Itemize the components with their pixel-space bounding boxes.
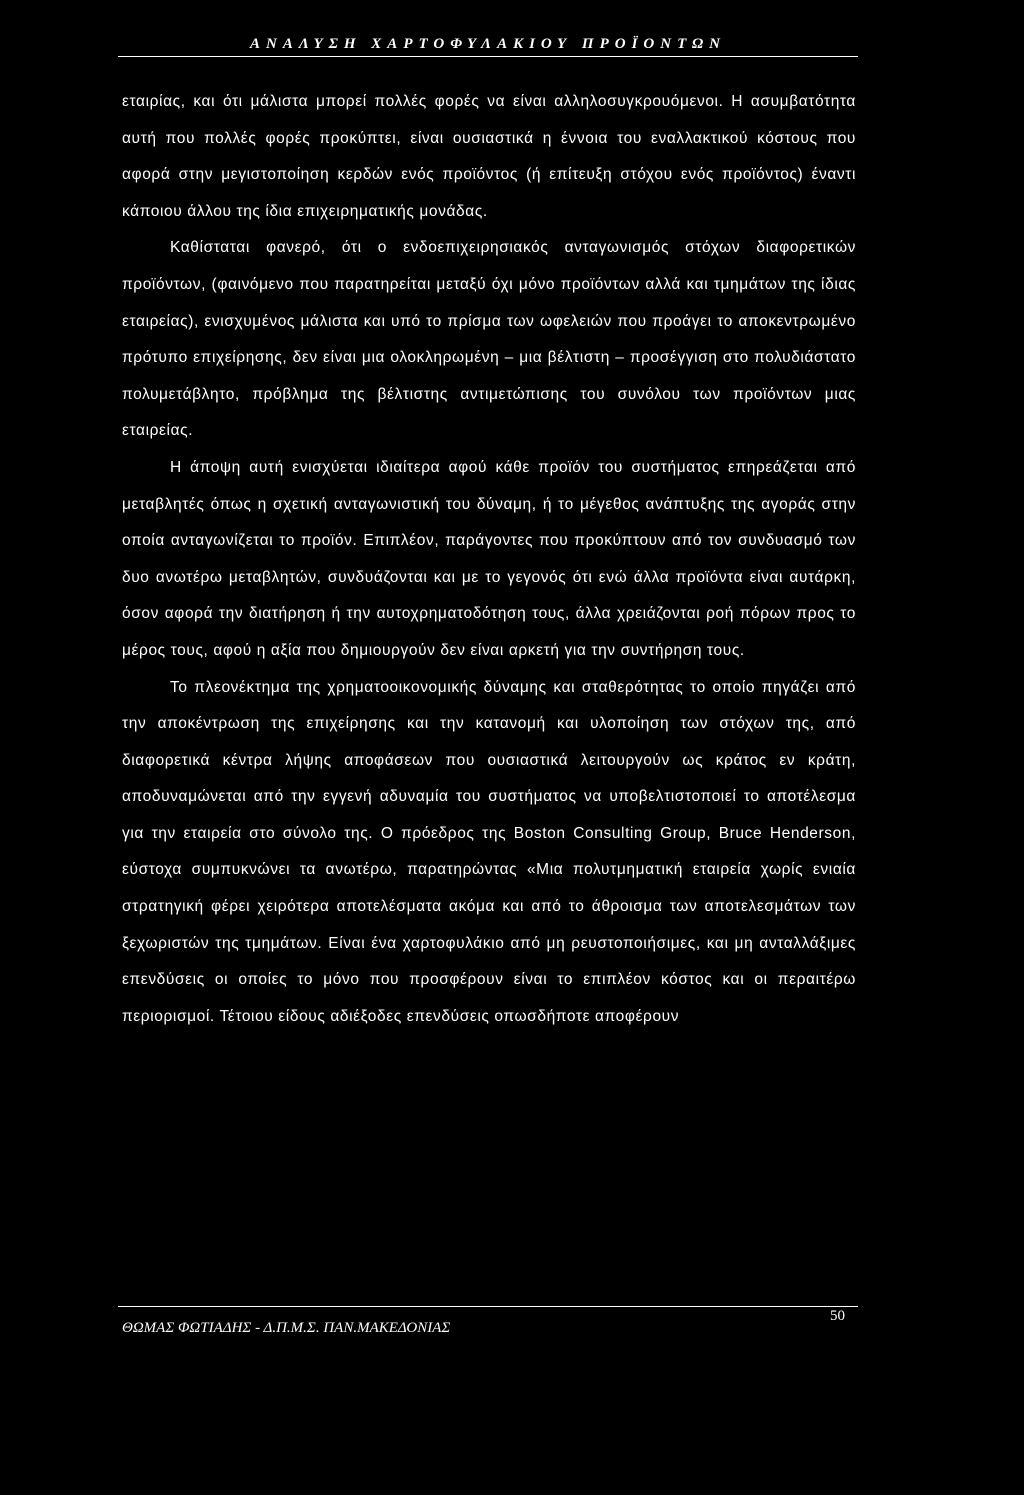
footer-divider (118, 1306, 858, 1307)
page-number: 50 (830, 1308, 845, 1324)
footer-author: ΘΩΜΑΣ ΦΩΤΙΑΔΗΣ - Δ.Π.Μ.Σ. ΠΑΝ.ΜΑΚΕΔΟΝΙΑΣ (122, 1320, 451, 1336)
running-header: ΑΝΑΛΥΣΗ ΧΑΡΤΟΦΥΛΑΚΙΟΥ ΠΡΟΪΟΝΤΩΝ (118, 34, 858, 57)
paragraph-4: Το πλεονέκτημα της χρηματοοικονομικής δύναμης και σταθερότητας το οποίο πηγάζει από την αποκέντρωση της επιχείρησης και την κατανομή και υλοποίηση των στόχων της, από διαφορετικά κέντρα λήψης αποφάσεων που ουσιαστικά λειτουργούν ως κράτος εν κράτη, αποδυναμώνεται από την εγγενή αδυναμία του συστήματος να υποβελτιστοποιεί το αποτέλεσμα για την εταιρεία στο σύνολο της. Ο πρόεδρος της Boston Consulting Group, Bruce Henderson, εύστοχα συμπυκνώνει τα ανωτέρω, παρατηρώντας «Μια πολυτμηματική εταιρεία χωρίς ενιαία στρατηγική φέρει χειρότερα αποτελέσματα ακόμα και από το άθροισμα των αποτελεσμάτων των ξεχωριστών της τμημάτων. Είναι ένα χαρτοφυλάκιο από μη ρευστοποιήσιμες, και μη ανταλλάξιμες επενδύσεις οι οποίες το μόνο που προσφέρουν είναι το επιπλέον κόστος και οι περαιτέρω περιορισμοί. Τέτοιου είδους αδιέξοδες επενδύσεις οπωσδήποτε αποφέρουν (122, 678, 856, 1025)
body-text (122, 84, 856, 1035)
paragraph-1: εταιρίας, και ότι μάλιστα μπορεί πολλές φορές να είναι αλληλοσυγκρουόμενοι. Η ασυμβατότητα αυτή που πολλές φορές προκύπτει, είναι ουσιαστικά η έννοια του εναλλακτικού κόστους που αφορά στην μεγιστοποίηση κερδών ενός προϊόντος (ή επίτευξη στόχου ενός προϊόντος) έναντι κάποιου άλλου της ίδια επιχειρηματικής μονάδας. (122, 93, 856, 220)
paragraph-3: Η άποψη αυτή ενισχύεται ιδιαίτερα αφού κάθε προϊόν του συστήματος επηρεάζεται από μεταβλητές όπως η σχετική ανταγωνιστική του δύναμη, ή το μέγεθος ανάπτυξης της αγοράς στην οποία ανταγωνίζεται το προϊόν. Επιπλέον, παράγοντες που προκύπτουν από τον συνδυασμό των δυο ανωτέρω μεταβλητών, συνδυάζονται και με το γεγονός ότι ενώ άλλα προϊόντα είναι αυτάρκη, όσον αφορά την διατήρηση ή την αυτοχρηματοδότηση τους, άλλα χρειάζονται ροή πόρων προς το μέρος τους, αφού η αξία που δημιουργούν δεν είναι αρκετή για την συντήρηση τους. (122, 458, 856, 659)
paragraph-2: Καθίσταται φανερό, ότι ο ενδοεπιχειρησιακός ανταγωνισμός στόχων διαφορετικών προϊόντων, (φαινόμενο που παρατηρείται μεταξύ όχι μόνο προϊόντων αλλά και τμημάτων της ίδιας εταιρείας), ενισχυμένος μάλιστα και υπό το πρίσμα των ωφελειών που προάγει το αποκεντρωμένο πρότυπο επιχείρησης, δεν είναι μια ολοκληρωμένη – μια βέλτιστη – προσέγγιση στο πολυδιάστατο πολυμετάβλητο, πρόβλημα της βέλτιστης αντιμετώπισης του συνόλου των προϊόντων μιας εταιρείας. (122, 239, 856, 440)
